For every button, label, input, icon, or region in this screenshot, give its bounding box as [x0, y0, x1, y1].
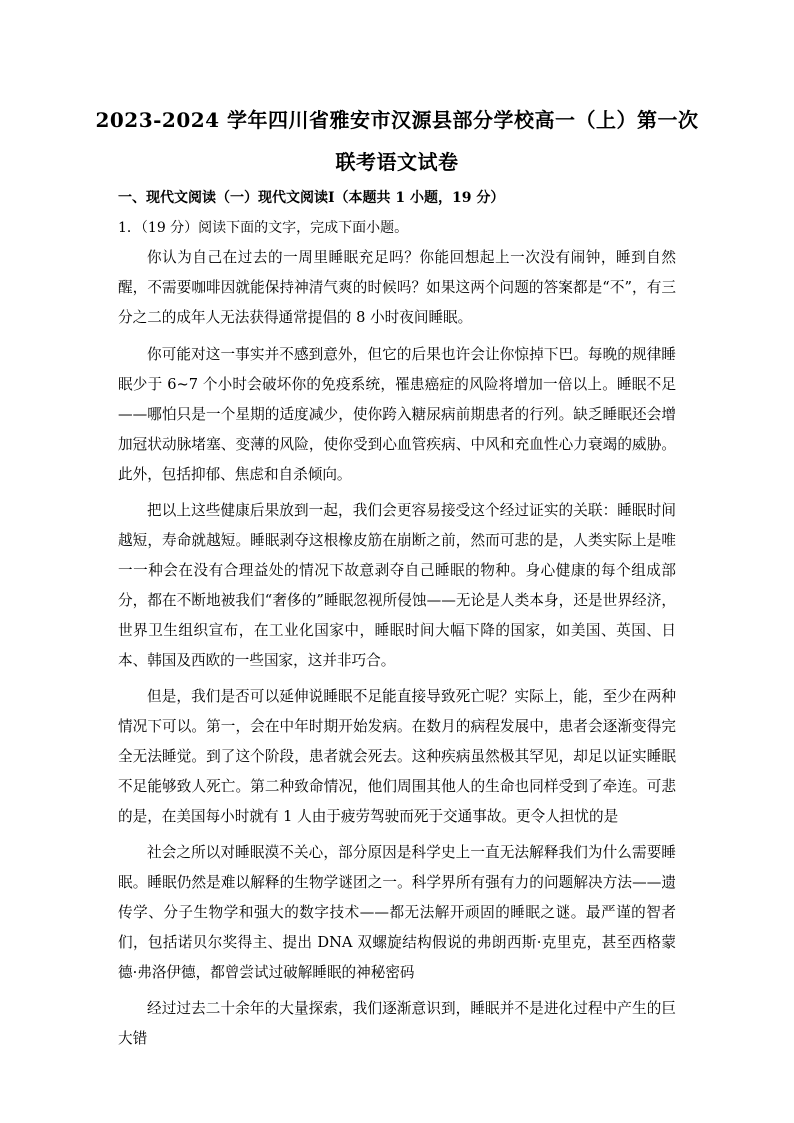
section-heading: 一、现代文阅读（一）现代文阅读Ⅰ（本题共 1 小题，19 分） [118, 190, 505, 206]
exam-title-line-1: 2023-2024 学年四川省雅安市汉源县部分学校高一（上）第一次 [95, 108, 699, 132]
passage-paragraph-6: 经过过去二十余年的大量探索，我们逐渐意识到，睡眠并不是进化过程中产生的巨大错 [118, 1000, 676, 1047]
passage-paragraph-1: 你认为自己在过去的一周里睡眠充足吗？你能回想起上一次没有闹钟，睡到自然醒，不需要咖啡因就能保持神清气爽的时候吗？如果这两个问题的答案都是“不”，有三分之二的成年人无法获得通常提倡的 8 小时夜间睡眠。 [118, 249, 676, 326]
passage-paragraph-2: 你可能对这一事实并不感到意外，但它的后果也许会让你惊掉下巴。每晚的规律睡眠少于 6~7 个小时会破坏你的免疫系统，罹患癌症的风险将增加一倍以上。睡眠不足——哪怕只是一个星期的适度减少，使你跨入糖尿病前期患者的行列。缺乏睡眠还会增加冠状动脉堵塞、变薄的风险，使你受到心血管疾病、中风和充血性心力衰竭的威胁。此外，包括抑郁、焦虑和自杀倾向。 [118, 346, 676, 483]
passage-paragraph-4: 但是，我们是否可以延伸说睡眠不足能直接导致死亡呢？实际上，能，至少在两种情况下可以。第一，会在中年时期开始发病。在数月的病程发展中，患者会逐渐变得完全无法睡觉。到了这个阶段，患者就会死去。这种疾病虽然极其罕见，却足以证实睡眠不足能够致人死亡。第二种致命情况，他们周围其他人的生命也同样受到了牵连。可悲的是，在美国每小时就有 1 人由于疲劳驾驶而死于交通事故。更令人担忧的是 [118, 688, 676, 825]
question-intro: 1．（19 分）阅读下面的文字，完成下面小题。 [118, 220, 409, 236]
passage-paragraph-3: 把以上这些健康后果放到一起，我们会更容易接受这个经过证实的关联：睡眠时间越短，寿命就越短。睡眠剥夺这根橡皮筋在崩断之前，然而可悲的是，人类实际上是唯一一种会在没有合理益处的情况下故意剥夺自己睡眠的物种。身心健康的每个组成部分，都在不断地被我们“奢侈的”睡眠忽视所侵蚀——无论是人类本身，还是世界经济，世界卫生组织宣布，在工业化国家中，睡眠时间大幅下降的国家，如美国、英国、日本、韩国及西欧的一些国家，这并非巧合。 [118, 502, 676, 669]
passage-paragraph-5: 社会之所以对睡眠漠不关心，部分原因是科学史上一直无法解释我们为什么需要睡眠。睡眠仍然是难以解释的生物学谜团之一。科学界所有强有力的问题解决方法——遗传学、分子生物学和强大的数字技术——都无法解开顽固的睡眠之谜。最严谨的智者们，包括诺贝尔奖得主、提出 DNA 双螺旋结构假说的弗朗西斯·克里克，甚至西格蒙德·弗洛伊德，都曾尝试过破解睡眠的神秘密码 [118, 844, 676, 981]
exam-title-line-2: 联考语文试卷 [335, 150, 459, 174]
